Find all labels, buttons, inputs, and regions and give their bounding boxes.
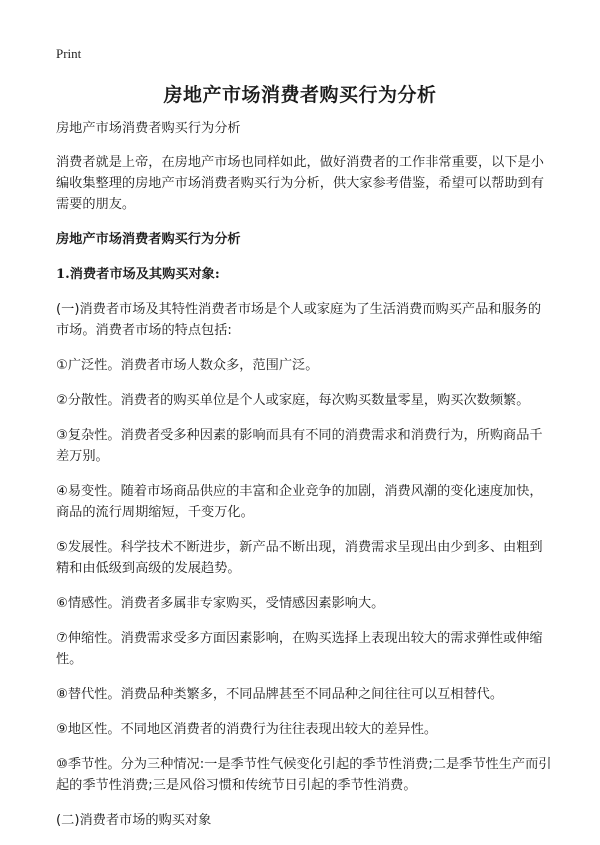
feature-item-6: ⑥情感性。消费者多属非专家购买，受情感因素影响大。 (56, 596, 385, 611)
feature-item-8: ⑧替代性。消费品种类繁多，不同品牌甚至不同品种之间往往可以互相替代。 (56, 687, 504, 702)
subtitle: 房地产市场消费者购买行为分析 (56, 121, 241, 136)
section-heading: 房地产市场消费者购买行为分析 (56, 232, 241, 247)
part1-intro-paragraph: (一)消费者市场及其特性消费者市场是个人或家庭为了生活消费而购买产品和服务的市场。消费者市场的特点包括: (56, 302, 542, 338)
part1-heading: 1.消费者市场及其购买对象: (56, 267, 220, 282)
feature-item-10: ⑩季节性。分为三种情况:一是季节性气候变化引起的季节性消费;二是季节性生产而引起的季节性消费;三是风俗习惯和传统节日引起的季节性消费。 (56, 757, 552, 793)
document-body (56, 118, 554, 845)
feature-item-4: ④易变性。随着市场商品供应的丰富和企业竞争的加剧，消费风潮的变化速度加快，商品的流行周期缩短，千变万化。 (56, 484, 543, 520)
feature-item-3: ③复杂性。消费者受多种因素的影响而具有不同的消费需求和消费行为，所购商品千差万别。 (56, 428, 543, 464)
feature-item-7: ⑦伸缩性。消费需求受多方面因素影响，在购买选择上表现出较大的需求弹性或伸缩性。 (56, 631, 543, 667)
feature-item-9: ⑨地区性。不同地区消费者的消费行为往往表现出较大的差异性。 (56, 722, 438, 737)
feature-item-2: ②分散性。消费者的购买单位是个人或家庭，每次购买数量零星，购买次数频繁。 (56, 393, 530, 408)
print-label: Print (56, 46, 82, 61)
intro-paragraph: 消费者就是上帝，在房地产市场也同样如此，做好消费者的工作非常重要，以下是小编收集整理的房地产市场消费者购买行为分析，供大家参考借鉴，希望可以帮助到有需要的朋友。 (56, 155, 544, 212)
part2-heading: (二)消费者市场的购买对象 (56, 813, 212, 828)
feature-item-5: ⑤发展性。科学技术不断进步，新产品不断出现，消费需求呈现出由少到多、由粗到精和由低级到高级的发展趋势。 (56, 540, 543, 576)
page-title: 房地产市场消费者购买行为分析 (163, 84, 437, 106)
feature-item-1: ①广泛性。消费者市场人数众多，范围广泛。 (56, 358, 319, 373)
